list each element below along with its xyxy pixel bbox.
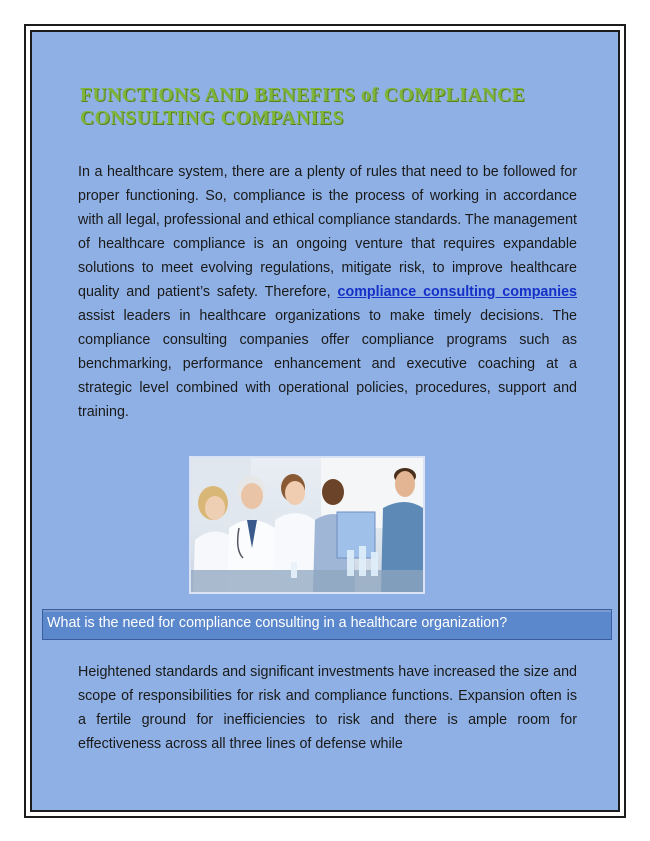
doctors-meeting-photo <box>189 456 425 594</box>
page-border <box>24 24 626 818</box>
doctors-illustration <box>191 458 423 592</box>
second-paragraph: Heightened standards and significant investments have increased the size and scope of responsibilities for risk and compliance functions. Expansion often is a fertile ground for inefficiencies to risk and there is ample room for effectiveness across all three lines of defense while <box>78 664 577 752</box>
compliance-consulting-link[interactable]: compliance consulting companies <box>337 284 577 300</box>
intro-text-end: assist leaders in healthcare organizations to make timely decisions. The compliance consulting companies offer compliance programs such as benchmarking, performance enhancement and executive coaching at a strategic level combined with operational policies, procedures, support and training. <box>78 308 577 420</box>
intro-paragraph <box>78 160 577 424</box>
intro-text-start: In a healthcare system, there are a plenty of rules that need to be followed for proper functioning. So, compliance is the process of working in accordance with all legal, professional and ethical compliance standards. The management of healthcare compliance is an ongoing venture that requires expandable solutions to meet evolving regulations, mitigate risk, to improve healthcare quality and patient’s safety. Therefore, <box>78 164 577 300</box>
page-content <box>30 30 620 812</box>
section-heading: What is the need for compliance consulting in a healthcare organization? <box>42 609 612 640</box>
document-title: FUNCTIONS AND BENEFITS of COMPLIANCE CONSULTING COMPANIES <box>80 85 526 129</box>
